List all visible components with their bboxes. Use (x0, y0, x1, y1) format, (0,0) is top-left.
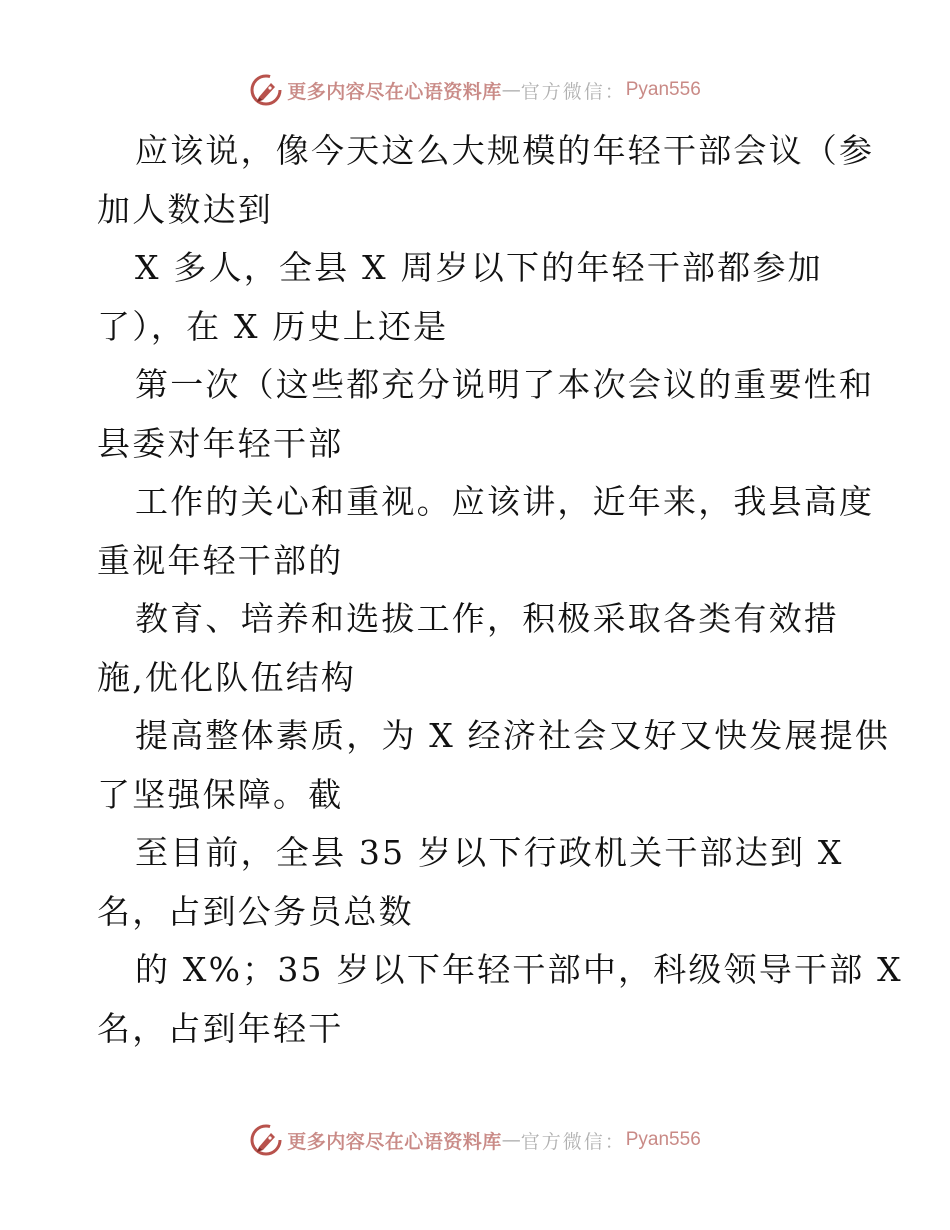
text-line: 县委对年轻干部 (97, 423, 344, 463)
text-line: 施,优化队伍结构 (97, 657, 357, 697)
text-line: 重视年轻干部的 (97, 540, 344, 580)
banner-wechat-label: 官方微信： (520, 1130, 626, 1153)
pen-nib-logo-icon (249, 1123, 283, 1157)
text-line: 的 X%；35 岁以下年轻干部中，科级领导干部 X (135, 950, 903, 989)
banner-text: 更多内容尽在心语资料库 (287, 1130, 502, 1153)
text-line: X 多人，全县 X 周岁以下的年轻干部都参加 (135, 248, 823, 287)
text-line: 至目前，全县 35 岁以下行政机关干部达到 X (135, 833, 844, 872)
banner-wechat-id: Pyan556 (625, 1129, 701, 1150)
banner-wechat-label: 官方微信： (520, 80, 626, 103)
text-line: 加人数达到 (97, 189, 273, 229)
text-line: 名，占到年轻干 (97, 1008, 344, 1048)
text-line: 了），在 X 历史上还是 (97, 306, 449, 346)
text-line: 名，占到公务员总数 (97, 891, 414, 931)
banner-separator: — (501, 79, 521, 101)
banner-text: 更多内容尽在心语资料库 (287, 80, 502, 103)
header-banner (0, 70, 950, 110)
text-line: 工作的关心和重视。应该讲，近年来，我县高度 (135, 482, 875, 521)
text-line: 教育、培养和选拔工作，积极采取各类有效措 (135, 599, 839, 638)
pen-nib-logo-icon (249, 73, 283, 107)
text-line: 应该说，像今天这么大规模的年轻干部会议（参 (135, 131, 875, 170)
banner-wechat-id: Pyan556 (625, 79, 701, 100)
footer-banner (0, 1120, 950, 1160)
text-line: 提高整体素质，为 X 经济社会又好又快发展提供 (135, 716, 891, 755)
document-body (97, 122, 903, 1058)
text-line: 第一次（这些都充分说明了本次会议的重要性和 (135, 365, 875, 404)
text-line: 了坚强保障。截 (97, 774, 344, 814)
banner-separator: — (501, 1129, 521, 1151)
